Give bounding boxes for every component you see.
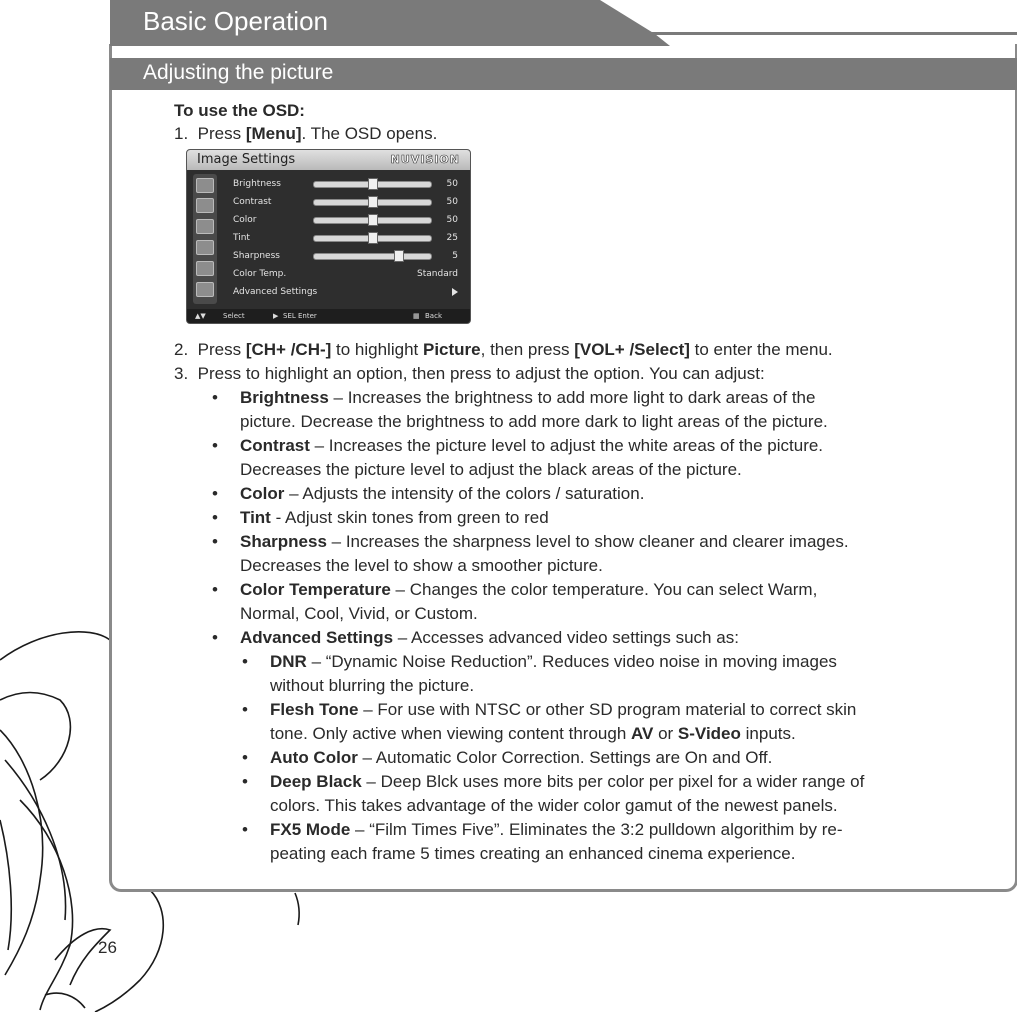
item-desc-cont: picture. Decrease the brightness to add more dark to light areas of the picture. [240,412,828,431]
osd-row-label: Brightness [233,179,281,189]
step-2-g: to enter the menu. [689,340,833,359]
bullet-icon: • [242,748,248,767]
subitem-desc-cont: peating each frame 5 times creating an enhanced cinema experience. [270,844,796,863]
page-number: 26 [98,938,117,957]
menu-grid-icon: ▦ [413,312,420,320]
osd-row-slider [233,248,458,266]
picture-icon [196,178,214,193]
subitem-desc: – “Dynamic Noise Reduction”. Reduces video noise in moving images [306,652,837,671]
bullet-icon: • [212,484,218,503]
subitem-desc-end: inputs. [740,724,796,743]
step-1-number: 1. [174,124,189,143]
osd-row-value: 5 [452,251,458,261]
advanced-item [270,652,837,672]
bullet-icon: • [212,388,218,407]
osd-heading: To use the OSD: [174,101,305,120]
subitem-desc-cont: tone. Only active when viewing content through [270,724,631,743]
step-1-pre: Press [197,124,246,143]
subitem-term: Flesh Tone [270,700,359,719]
subitem-desc: – “Film Times Five”. Eliminates the 3:2 pulldown algorithim by re- [350,820,843,839]
subitem-desc-cont: without blurring the picture. [270,676,475,695]
step-2-number: 2. [174,340,189,359]
setup-icon [196,240,214,255]
footer-enter: SEL Enter [283,312,317,320]
slider-track [313,217,432,224]
advanced-item [270,820,843,840]
up-down-arrow-icon: ▲▼ [195,312,206,320]
page-header-title: Basic Operation [143,6,328,36]
options-icon [196,282,214,297]
option-item-cont [240,412,828,432]
bullet-icon: • [212,580,218,599]
option-item-cont [240,460,742,480]
osd-row-value: 50 [446,179,458,189]
step-3 [174,364,765,384]
step-2-e: , then press [480,340,575,359]
osd-row-color-temp [233,266,458,284]
color-temp-value: Standard [417,269,458,279]
subitem-term: FX5 Mode [270,820,351,839]
item-term: Color Temperature [240,580,391,599]
menu-key: [Menu] [245,124,302,143]
item-term: Sharpness [240,532,327,551]
bullet-icon: • [212,436,218,455]
right-triangle-icon: ▶ [273,312,279,320]
step-1 [174,122,437,145]
av-term: AV [631,724,654,743]
slider-knob [368,232,378,244]
slider-knob [394,250,404,262]
option-item [240,628,739,648]
footer-select: Select [223,312,245,320]
option-item-cont [240,556,603,576]
osd-row-advanced [233,284,458,302]
subitem-term: Auto Color [270,748,358,767]
slider-track [313,235,432,242]
svideo-term: S-Video [677,724,741,743]
item-desc-cont: Decreases the picture level to adjust the black areas of the picture. [240,460,742,479]
osd-row-slider [233,230,458,248]
bullet-icon: • [242,772,248,791]
slider-track [313,199,432,206]
item-term: Brightness [240,388,329,407]
ch-keys: [CH+ /CH-] [245,340,332,359]
osd-title-bar [187,150,470,170]
slider-track [313,253,432,260]
slider-knob [368,178,378,190]
bullet-icon: • [212,532,218,551]
item-desc: – Accesses advanced video settings such as: [393,628,739,647]
advanced-item [270,772,864,792]
item-term: Contrast [240,436,310,455]
option-item-cont [240,604,478,624]
subitem-term: Deep Black [270,772,362,791]
item-desc-cont: Decreases the level to show a smoother picture. [240,556,603,575]
advanced-item [270,748,772,768]
step-3-number: 3. [174,364,189,383]
subitem-desc-mid: or [653,724,678,743]
osd-footer [187,309,470,323]
intro [174,99,437,145]
advanced-item-cont [270,844,795,864]
slider-track [313,181,432,188]
item-desc: – Increases the picture level to adjust the white areas of the picture. [309,436,824,455]
bullet-icon: • [242,700,248,719]
bullet-icon: • [212,508,218,527]
option-item [240,508,549,528]
screen-icon [196,261,214,276]
bullet-icon: • [242,820,248,839]
item-desc: – Adjusts the intensity of the colors / saturation. [284,484,645,503]
osd-row-label: Tint [233,233,250,243]
slider-knob [368,196,378,208]
step-1-post: . The OSD opens. [301,124,438,143]
osd-row-slider [233,194,458,212]
option-item [240,388,815,408]
item-term: Color [240,484,285,503]
subitem-desc: – For use with NTSC or other SD program material to correct skin [358,700,857,719]
advanced-item-cont [270,724,796,744]
subitem-term: DNR [270,652,307,671]
step-2-a: Press [197,340,246,359]
step-2-c: to highlight [331,340,423,359]
option-item [240,580,817,600]
step-2 [174,340,833,360]
advanced-item [270,700,856,720]
item-term: Advanced Settings [240,628,394,647]
osd-row-slider [233,176,458,194]
right-arrow-icon [452,288,458,296]
option-item [240,532,849,552]
subitem-desc: – Deep Blck uses more bits per color per pixel for a wider range of [361,772,865,791]
advanced-item-cont [270,676,474,696]
osd-row-value: 50 [446,197,458,207]
osd-row-slider [233,212,458,230]
osd-row-value: 50 [446,215,458,225]
subitem-desc-cont: colors. This takes advantage of the wider color gamut of the newest panels. [270,796,838,815]
footer-back: Back [425,312,442,320]
step-3-text: Press to highlight an option, then press to adjust the option. You can adjust: [197,364,765,383]
osd-row-label: Color [233,215,257,225]
osd-image-settings [186,149,471,324]
audio-icon [196,198,214,213]
section-title: Adjusting the picture [143,61,334,84]
slider-knob [368,214,378,226]
item-desc: - Adjust skin tones from green to red [270,508,549,527]
osd-row-label: Contrast [233,197,272,207]
item-desc: – Increases the brightness to add more light to dark areas of the [328,388,816,407]
osd-row-label: Sharpness [233,251,280,261]
picture-term: Picture [422,340,481,359]
item-desc-cont: Normal, Cool, Vivid, or Custom. [240,604,478,623]
advanced-item-cont [270,796,838,816]
option-item [240,484,644,504]
item-desc: – Changes the color temperature. You can select Warm, [390,580,818,599]
nuvision-logo: NUVISION [390,153,460,166]
osd-title: Image Settings [197,152,296,167]
bullet-icon: • [242,652,248,671]
option-item [240,436,823,456]
item-term: Tint [240,508,271,527]
osd-icon-column [193,174,217,304]
osd-row-value: 25 [446,233,458,243]
advanced-settings-label: Advanced Settings [233,287,318,297]
channel-icon [196,219,214,234]
subitem-desc: – Automatic Color Correction. Settings are On and Off. [357,748,773,767]
bullet-icon: • [212,628,218,647]
item-desc: – Increases the sharpness level to show cleaner and clearer images. [326,532,849,551]
color-temp-label: Color Temp. [233,269,287,279]
vol-select-keys: [VOL+ /Select] [574,340,690,359]
